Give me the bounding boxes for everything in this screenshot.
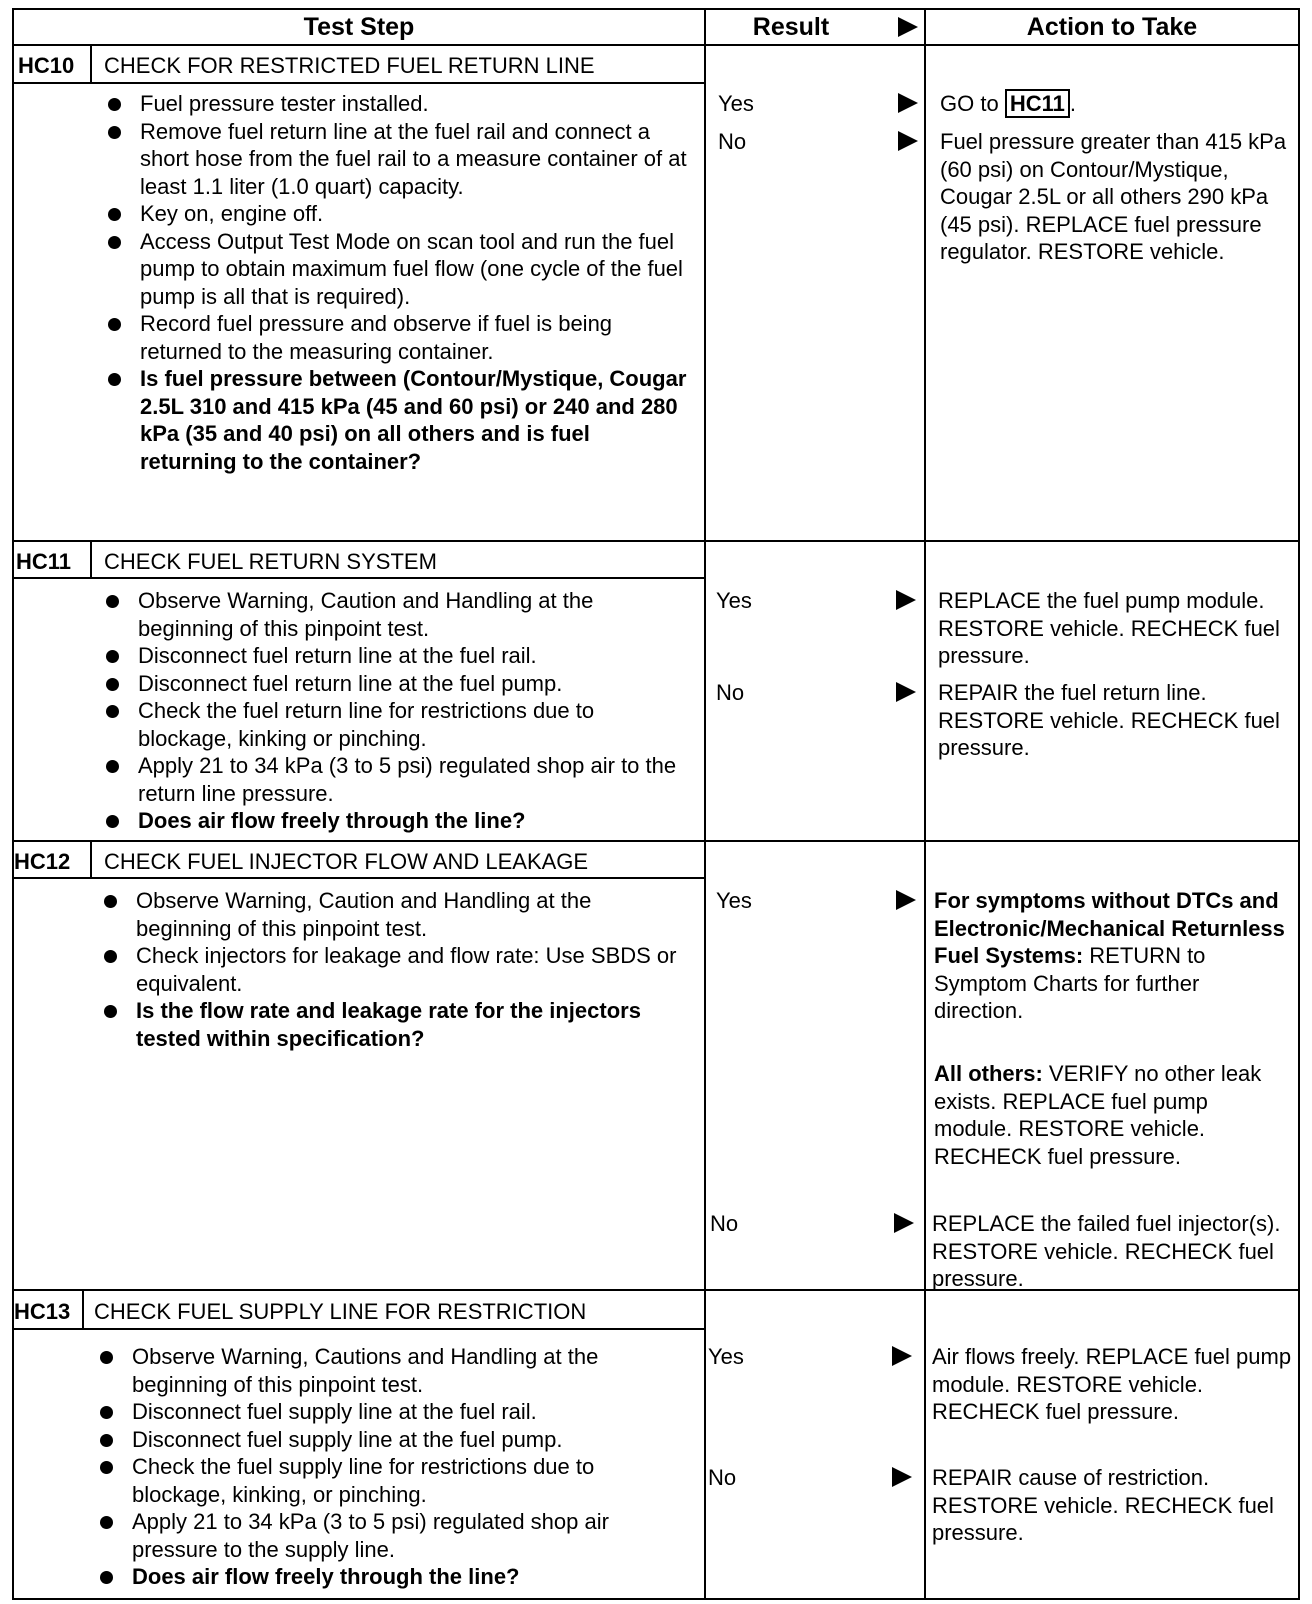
row-divider: [12, 840, 1300, 842]
header-action: Action to Take: [1026, 12, 1198, 41]
action-no: REPAIR cause of restriction. RESTORE vehicle. RECHECK fuel pressure.: [932, 1465, 1274, 1545]
list-item: Apply 21 to 34 kPa (3 to 5 psi) regulated shop air pressure to the supply line.: [132, 1508, 687, 1563]
list-item: Observe Warning, Caution and Handling at the beginning of this pinpoint test.: [138, 587, 693, 642]
arrow-icon: [894, 1213, 914, 1233]
arrow-icon: [896, 682, 916, 702]
result-yes: Yes: [718, 91, 754, 116]
result-no: No: [710, 1211, 739, 1236]
list-item: Is fuel pressure between (Contour/Mystique, Cougar 2.5L 310 and 415 kPa (45 and 60 psi) or 240 and 280 kPa (35 and 40 psi) on all others and is fuel returning to the container?: [140, 365, 690, 475]
action-yes: REPLACE the fuel pump module. RESTORE vehicle. RECHECK fuel pressure.: [938, 588, 1280, 668]
step-title: CHECK FUEL INJECTOR FLOW AND LEAKAGE: [104, 849, 589, 874]
step-reference-link[interactable]: HC11: [1005, 89, 1070, 118]
header-result: Result: [752, 12, 830, 41]
list-item: Record fuel pressure and observe if fuel is being returned to the measuring container.: [140, 310, 690, 365]
row-divider: [12, 540, 1300, 542]
arrow-icon: [896, 890, 916, 910]
action-no: REPLACE the failed fuel injector(s). RESTORE vehicle. RECHECK fuel pressure.: [932, 1211, 1281, 1291]
step-bullets: [132, 1343, 687, 1591]
column-divider: [924, 8, 926, 1600]
list-item: Remove fuel return line at the fuel rail and connect a short hose from the fuel rail to a measure container of at least 1.1 liter (1.0 quart) capacity.: [140, 118, 690, 201]
step-id: HC10: [18, 53, 75, 78]
header-arrow-icon: [898, 17, 918, 37]
step-id: HC12: [14, 849, 71, 874]
list-item: Observe Warning, Cautions and Handling at the beginning of this pinpoint test.: [132, 1343, 687, 1398]
result-no: No: [708, 1465, 737, 1490]
action-no: Fuel pressure greater than 415 kPa (60 psi) on Contour/Mystique, Cougar 2.5L or all others 290 kPa (45 psi). REPLACE fuel pressure regulator. RESTORE vehicle.: [940, 129, 1287, 264]
arrow-icon: [892, 1467, 912, 1487]
list-item: Is the flow rate and leakage rate for the injectors tested within specification?: [136, 997, 691, 1052]
step-title: CHECK FOR RESTRICTED FUEL RETURN LINE: [104, 53, 595, 78]
action-yes-others: All others: VERIFY no other leak exists. REPLACE fuel pump module. RESTORE vehicle. RECHECK fuel pressure.: [934, 1061, 1262, 1169]
header-divider: [12, 44, 1300, 46]
step-bullets: [136, 887, 691, 1052]
list-item: Key on, engine off.: [140, 200, 690, 228]
list-item: Fuel pressure tester installed.: [140, 90, 690, 118]
list-item: Does air flow freely through the line?: [138, 807, 693, 835]
arrow-icon: [898, 131, 918, 151]
list-item: Disconnect fuel supply line at the fuel pump.: [132, 1426, 687, 1454]
list-item: Disconnect fuel return line at the fuel pump.: [138, 670, 693, 698]
list-item: Disconnect fuel return line at the fuel rail.: [138, 642, 693, 670]
action-yes: GO to HC11 .: [940, 91, 1076, 116]
list-item: Access Output Test Mode on scan tool and run the fuel pump to obtain maximum fuel flow (one cycle of the fuel pump is all that is required).: [140, 228, 690, 311]
action-yes: For symptoms without DTCs and Electronic/Mechanical Returnless Fuel Systems: RETURN to Symptom Charts for further direction.: [934, 888, 1285, 1023]
result-yes: Yes: [716, 588, 752, 613]
list-item: Check the fuel return line for restrictions due to blockage, kinking or pinching.: [138, 697, 693, 752]
column-divider: [704, 8, 706, 1600]
step-id: HC13: [14, 1299, 71, 1324]
list-item: Apply 21 to 34 kPa (3 to 5 psi) regulated shop air to the return line pressure.: [138, 752, 693, 807]
list-item: Does air flow freely through the line?: [132, 1563, 687, 1591]
step-id: HC11: [16, 549, 72, 574]
arrow-icon: [892, 1346, 912, 1366]
list-item: Disconnect fuel supply line at the fuel rail.: [132, 1398, 687, 1426]
arrow-icon: [896, 590, 916, 610]
step-title: CHECK FUEL SUPPLY LINE FOR RESTRICTION: [94, 1299, 587, 1324]
action-no: REPAIR the fuel return line. RESTORE vehicle. RECHECK fuel pressure.: [938, 680, 1280, 760]
list-item: Check the fuel supply line for restrictions due to blockage, kinking, or pinching.: [132, 1453, 687, 1508]
result-yes: Yes: [708, 1344, 744, 1369]
header-test-step: Test Step: [303, 12, 415, 41]
result-yes: Yes: [716, 888, 752, 913]
step-bullets: [138, 587, 693, 835]
arrow-icon: [898, 93, 918, 113]
list-item: Observe Warning, Caution and Handling at the beginning of this pinpoint test.: [136, 887, 691, 942]
list-item: Check injectors for leakage and flow rate: Use SBDS or equivalent.: [136, 942, 691, 997]
step-title: CHECK FUEL RETURN SYSTEM: [104, 549, 437, 574]
action-yes: Air flows freely. REPLACE fuel pump module. RESTORE vehicle. RECHECK fuel pressure.: [932, 1344, 1292, 1424]
result-no: No: [718, 129, 747, 154]
result-no: No: [716, 680, 745, 705]
step-bullets: [140, 90, 690, 475]
